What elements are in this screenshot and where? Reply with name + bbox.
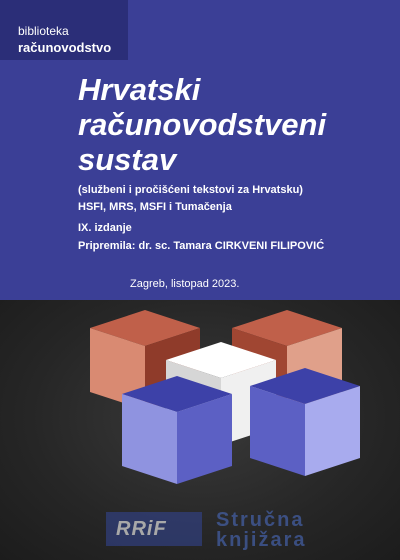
author-label: Pripremila: dr. sc. Tamara CIRKVENI FILIPOVIĆ — [78, 240, 325, 252]
watermark-line-1: Stručna — [216, 509, 305, 531]
subtitle-line-1: (službeni i pročišćeni tekstovi za Hrvatsku) — [78, 184, 303, 196]
title-line-1: Hrvatski — [78, 72, 201, 107]
blue-cube-left — [122, 376, 232, 484]
title-line-2: računovodstveni — [78, 107, 327, 142]
watermark-line-2: knjižara — [216, 529, 307, 551]
edition-label: IX. izdanje — [78, 222, 132, 234]
title-line-3: sustav — [78, 142, 177, 177]
rrif-logo-text: RRiF — [116, 518, 167, 540]
place-date-label: Zagreb, listopad 2023. — [130, 278, 240, 290]
series-label — [0, 0, 128, 60]
subtitle-line-2: HSFI, MRS, MSFI i Tumačenja — [78, 201, 232, 213]
series-line-2: računovodstvo — [18, 40, 112, 55]
blue-cube-right — [250, 368, 360, 476]
store-watermark — [100, 503, 310, 553]
rrif-logo — [106, 512, 202, 546]
book-title — [78, 72, 326, 177]
series-line-1: biblioteka — [18, 24, 69, 38]
